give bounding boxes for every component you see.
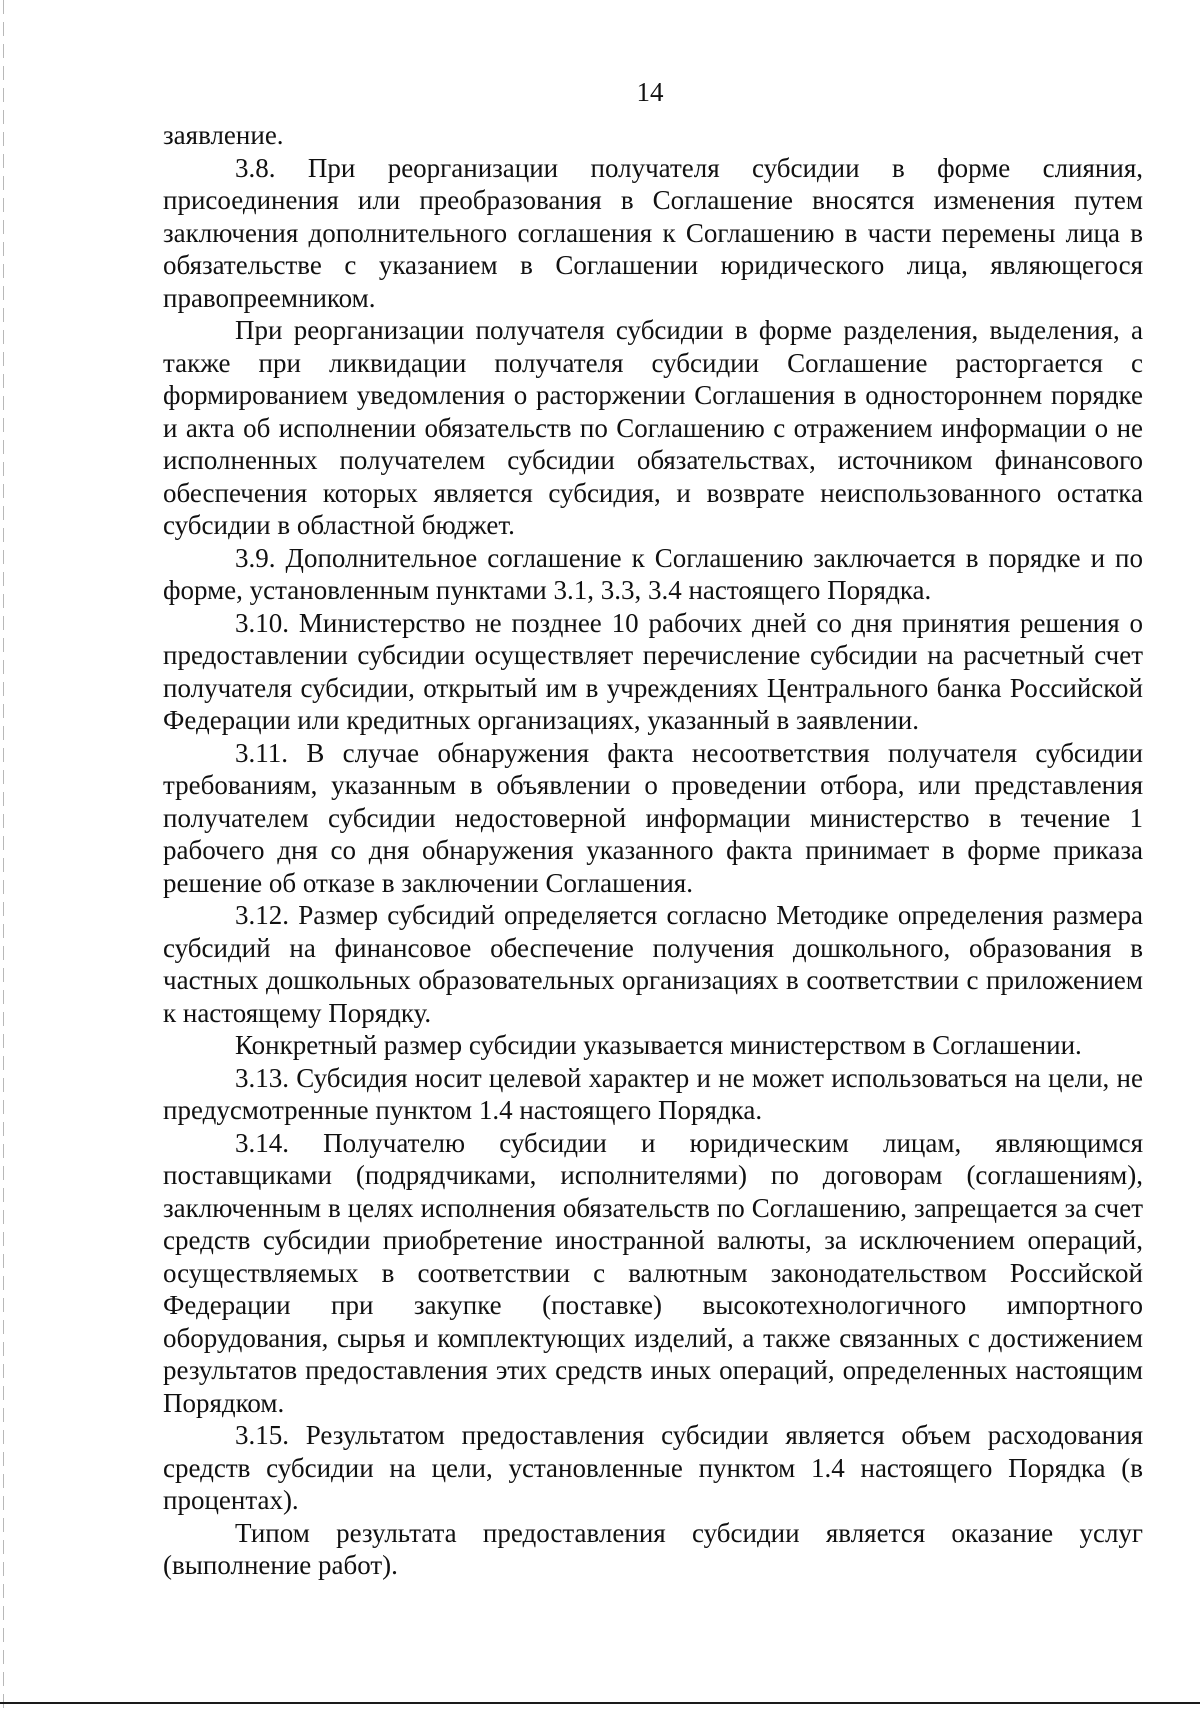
paragraph-3-12: 3.12. Размер субсидий определяется согласно Методике определения размера субсидий на финансовое обеспечение получения дошкольного, образования в частных дошкольных образовательных организациях в соответствии с приложением к настоящему Порядку. <box>163 900 1143 1028</box>
paragraph-3-13: 3.13. Субсидия носит целевой характер и не может использоваться на цели, не предусмотренные пунктом 1.4 настоящего Порядка. <box>163 1062 1143 1125</box>
paragraph-3-9: 3.9. Дополнительное соглашение к Соглашению заключается в порядке и по форме, установленным пунктами 3.1, 3.3, 3.4 настоящего Порядка. <box>163 542 1143 605</box>
scan-edge-bottom <box>0 1702 1200 1704</box>
paragraph-3-15: 3.15. Результатом предоставления субсидии является объем расходования средств субсидии на цели, установленные пунктом 1.4 настоящего Порядка (в процентах). <box>163 1420 1143 1515</box>
page-number: 14 <box>636 77 664 107</box>
paragraph-3-8: 3.8. При реорганизации получателя субсидии в форме слияния, присоединения или преобразования в Соглашение вносятся изменения путем заключения дополнительного соглашения к Соглашению в части перемены лица в обязательстве с указанием в Соглашении юридического лица, являющегося правопреемником. <box>163 152 1143 313</box>
document-body <box>163 119 1143 1582</box>
paragraph-reorganization: При реорганизации получателя субсидии в форме разделения, выделения, а также при ликвидации получателя субсидии Соглашение расторгается с формированием уведомления о расторжении Соглашения в одностороннем порядке и акта об исполнении обязательств по Соглашению с отражением информации о не исполненных получателем субсидии обязательствах, источником финансового обеспечения которых является субсидия, и возврате неиспользованного остатка субсидии в областной бюджет. <box>163 315 1143 540</box>
paragraph-subsidy-amount: Конкретный размер субсидии указывается министерством в Соглашении. <box>235 1030 1082 1060</box>
paragraph-continuation: заявление. <box>163 120 284 150</box>
scan-edge-left <box>3 0 4 1709</box>
paragraph-result-type: Типом результата предоставления субсидии является оказание услуг (выполнение работ). <box>163 1517 1143 1580</box>
paragraph-3-14: 3.14. Получателю субсидии и юридическим лицам, являющимся поставщиками (подрядчиками, исполнителями) по договорам (соглашениям), заключенным в целях исполнения обязательств по Соглашению, запрещается за счет средств субсидии приобретение иностранной валюты, за исключением операций, осуществляемых в соответствии с валютным законодательством Российской Федерации при закупке (поставке) высокотехнологичного импортного оборудования, сырья и комплектующих изделий, а также связанных с достижением результатов предоставления этих средств иных операций, определенных настоящим Порядком. <box>163 1127 1143 1418</box>
paragraph-3-11: 3.11. В случае обнаружения факта несоответствия получателя субсидии требованиям, указанным в объявлении о проведении отбора, или представления получателем субсидии недостоверной информации министерство в течение 1 рабочего дня со дня обнаружения указанного факта принимает в форме приказа решение об отказе в заключении Соглашения. <box>163 737 1143 898</box>
paragraph-3-10: 3.10. Министерство не позднее 10 рабочих дней со дня принятия решения о предоставлении субсидии осуществляет перечисление субсидии на расчетный счет получателя субсидии, открытый им в учреждениях Центрального банка Российской Федерации или кредитных организациях, указанный в заявлении. <box>163 607 1143 735</box>
